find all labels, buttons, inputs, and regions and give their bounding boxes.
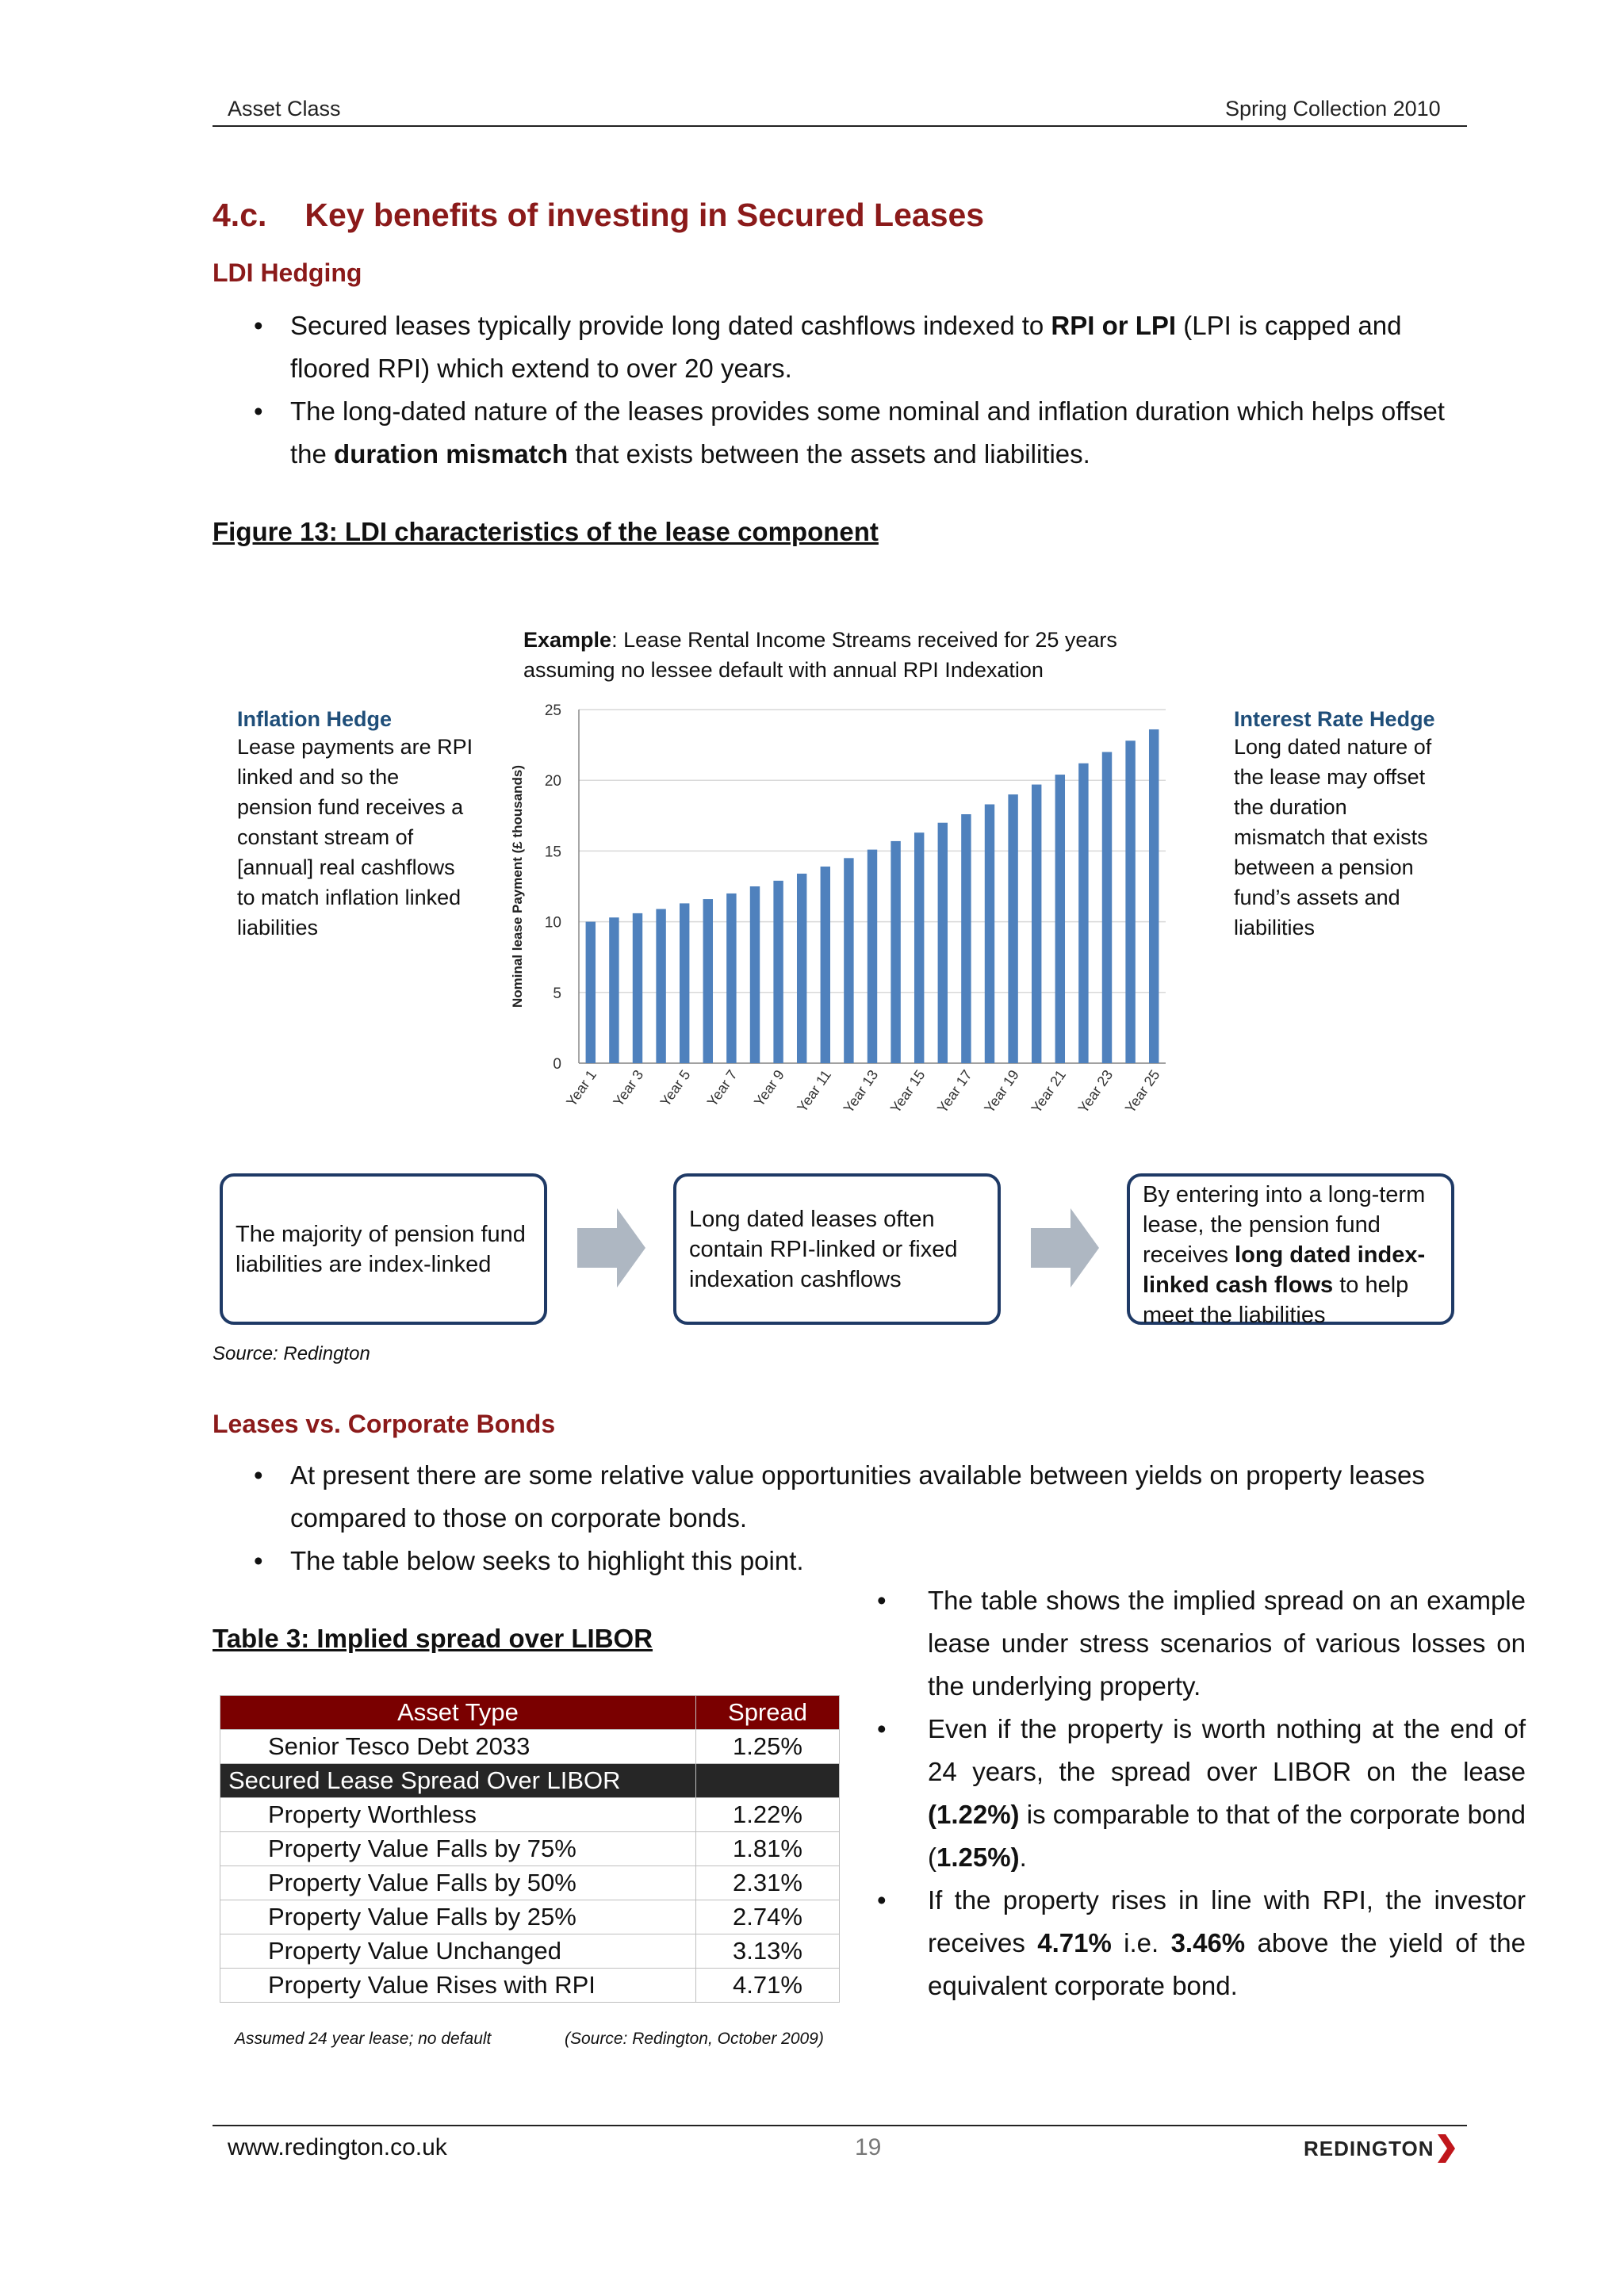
x-tick-label: Year 15 [887,1066,929,1116]
redington-logo [1304,2133,1457,2164]
interest-rate-hedge-body: Long dated nature of the lease may offset the duration mismatch that exists between a pension fund’s assets and liabilities [1234,735,1432,939]
table-section-row: Secured Lease Spread Over LIBOR [220,1764,840,1798]
table-row: Senior Tesco Debt 2033 1.25% [220,1730,840,1764]
header-right: Spring Collection 2010 [1225,97,1441,121]
commentary-bullet-1: • The table shows the implied spread on an example lease under stress scenarios of various losses on the underlying property. [877,1586,1526,1701]
table-row: Property Worthless 1.22% [220,1798,840,1832]
bar [633,913,642,1063]
x-tick-label: Year 3 [610,1066,647,1110]
flow-box-liabilities: The majority of pension fund liabilities are index-linked [220,1173,547,1325]
table-note-left: Assumed 24 year lease; no default [235,2030,492,2048]
bar [868,850,877,1063]
bar [1125,740,1135,1063]
bar [938,823,948,1063]
bar [773,881,783,1063]
logo-chevron-icon [1436,2133,1457,2164]
bar [656,909,665,1063]
ldi-bullets [213,304,1465,476]
figure-title: Figure 13: LDI characteristics of the lease component [213,517,879,546]
bar [1149,729,1159,1063]
bar [985,805,994,1063]
table-note-right: (Source: Redington, October 2009) [565,2030,824,2048]
bar [586,922,596,1063]
interest-rate-hedge-title: Interest Rate Hedge [1234,707,1435,731]
bonds-heading: Leases vs. Corporate Bonds [213,1410,556,1438]
bar [1102,752,1112,1063]
bonds-bullets [213,1454,1465,1582]
bar [750,886,760,1063]
x-tick-label: Year 13 [840,1066,882,1116]
bar [961,814,971,1063]
spread-table [220,1695,840,2003]
table-row: Property Value Unchanged 3.13% [220,1934,840,1969]
bar [680,903,689,1063]
bar [1078,763,1088,1063]
x-tick-label: Year 9 [751,1066,787,1110]
inflation-hedge-title: Inflation Hedge [237,707,392,731]
bar [844,858,853,1063]
table-commentary [850,1579,1526,2007]
bar [797,874,806,1063]
chart-title [523,625,1174,685]
flow-box-outcome: By entering into a long-term lease, the pension fund receives long dated index-linked cash flows to help meet the liabilities [1127,1173,1454,1325]
x-tick-label: Year 7 [703,1066,741,1110]
table-title: Table 3: Implied spread over LIBOR [213,1624,653,1653]
bonds-bullet-1: • At present there are some relative value opportunities available between yields on property leases compared to those on corporate bonds. [254,1460,1425,1533]
table-row: Property Value Falls by 25% 2.74% [220,1900,840,1934]
x-tick-label: Year 11 [794,1066,835,1115]
flow-arrow-1 [577,1208,645,1288]
chart-title-bold: Example [523,628,612,652]
inflation-hedge-note [237,707,475,943]
table-header-row [220,1696,840,1730]
header-left: Asset Class [228,97,341,121]
figure-source: Source: Redington [213,1343,370,1364]
table-row: Property Value Rises with RPI 4.71% [220,1969,840,2003]
footer-url[interactable]: www.redington.co.uk [228,2134,447,2160]
bar [703,899,713,1063]
x-tick-label: Year 23 [1074,1066,1116,1116]
x-tick-label: Year 19 [981,1066,1022,1116]
col-asset-type: Asset Type [220,1696,696,1730]
interest-rate-hedge-note [1234,707,1440,943]
header-rule [213,125,1467,127]
commentary-bullet-3: • If the property rises in line with RPI, the investor receives 4.71% i.e. 3.46% above the yield of the equivalent corporate bond. [877,1885,1526,2000]
ldi-bullet-2: • The long-dated nature of the leases provides some nominal and inflation duration which helps offset the duration mismatch that exists between the assets and liabilities. [254,396,1445,469]
y-tick-label: 20 [544,773,561,790]
x-tick-label: Year 21 [1028,1066,1070,1116]
x-tick-label: Year 5 [657,1066,694,1110]
bar [821,867,830,1063]
lease-income-chart [508,690,1189,1142]
x-tick-label: Year 17 [934,1066,975,1116]
bar [1055,775,1065,1063]
chart-title-text: : Lease Rental Income Streams received for 25 years assuming no lessee default with annual RPI Indexation [523,628,1117,682]
table-row: Property Value Falls by 50% 2.31% [220,1866,840,1900]
col-spread: Spread [696,1696,840,1730]
y-axis-label: Nominal lease Payment (£ thousands) [510,764,525,1008]
bar [1032,785,1041,1063]
flow-arrow-2 [1031,1208,1099,1288]
bonds-bullet-2: • The table below seeks to highlight this point. [254,1546,804,1575]
y-tick-label: 0 [553,1056,561,1073]
logo-text: REDINGTON [1304,2136,1434,2160]
section-title-text: Key benefits of investing in Secured Leases [304,197,985,233]
bar [914,832,924,1063]
page-number: 19 [855,2134,882,2160]
table-row: Property Value Falls by 75% 1.81% [220,1832,840,1866]
bar [1008,794,1017,1063]
y-tick-label: 25 [544,702,561,719]
x-tick-label: Year 25 [1121,1066,1163,1116]
footer-rule [213,2125,1467,2126]
y-tick-label: 10 [544,914,561,932]
x-tick-label: Year 1 [563,1066,600,1110]
y-tick-label: 5 [553,985,561,1002]
commentary-bullet-2: • Even if the property is worth nothing at the end of 24 years, the spread over LIBOR on the lease (1.22%) is comparable to that of the corporate bond (1.25%). [877,1714,1526,1872]
inflation-hedge-body: Lease payments are RPI linked and so the pension fund receives a constant stream of [annual] real cashflows to match inflation linked liabilities [237,735,473,939]
section-title [213,197,984,234]
flow-box-leases: Long dated leases often contain RPI-linked or fixed indexation cashflows [673,1173,1001,1325]
y-tick-label: 15 [544,844,561,861]
ldi-bullet-1: • Secured leases typically provide long dated cashflows indexed to RPI or LPI (LPI is capped and floored RPI) which extend to over 20 years. [254,311,1402,383]
ldi-heading: LDI Hedging [213,258,362,287]
bar [726,894,736,1063]
bar [891,841,900,1063]
bar [609,917,619,1063]
section-number: 4.c. [213,197,267,233]
